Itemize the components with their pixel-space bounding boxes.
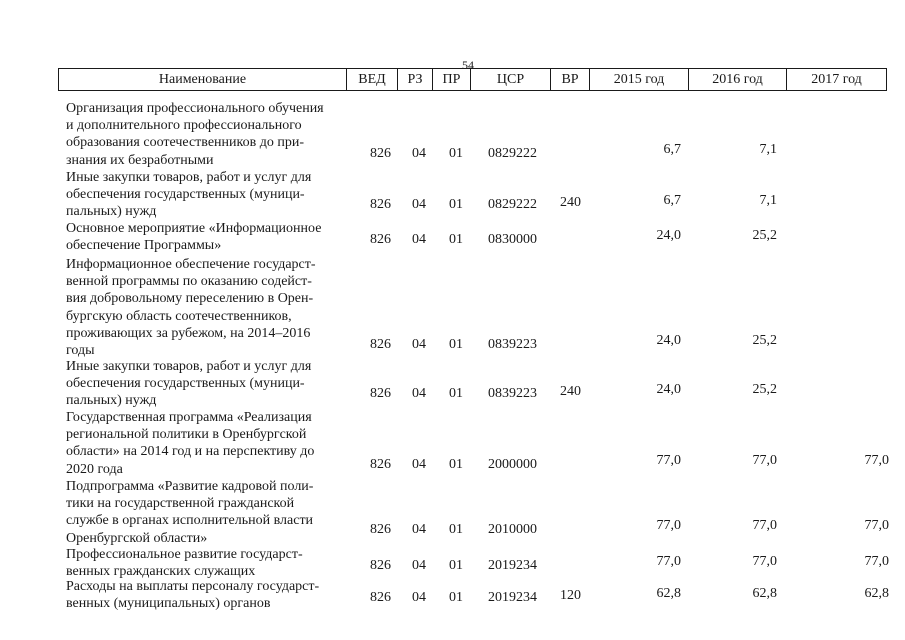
value-2017: 77,0 (864, 453, 889, 468)
row-name (66, 358, 351, 410)
header-2016: 2016 год (688, 69, 786, 90)
ved-value: 826 (370, 457, 391, 472)
row-name-line: образования соотечественников до при- (66, 135, 304, 151)
row-name-line: и дополнительного профессионального (66, 118, 302, 134)
row-name-line: обеспечения государственных (муници- (66, 187, 305, 203)
vr-value: 240 (560, 384, 581, 399)
value-2016: 77,0 (752, 554, 777, 569)
pr-value: 01 (449, 386, 463, 401)
row-name (66, 478, 351, 547)
row-name (66, 169, 351, 221)
row-name-line: Оренбургской области» (66, 530, 208, 546)
row-name (66, 409, 351, 478)
pr-value: 01 (449, 522, 463, 537)
header-pr: ПР (432, 69, 470, 90)
value-2017: 77,0 (864, 518, 889, 533)
rz-value: 04 (412, 386, 426, 401)
value-2016: 77,0 (752, 453, 777, 468)
row-name-line: тики на государственной гражданской (66, 496, 295, 512)
value-2016: 77,0 (752, 518, 777, 533)
row-name-line: Государственная программа «Реализация (66, 410, 312, 425)
header-csr: ЦСР (470, 69, 550, 90)
row-name-line: пальных) нужд (66, 204, 157, 220)
ved-value: 826 (370, 590, 391, 605)
table-header (58, 68, 887, 91)
ved-value: 826 (370, 522, 391, 537)
row-name (66, 100, 351, 169)
row-name (66, 578, 351, 612)
pr-value: 01 (449, 457, 463, 472)
value-2016: 62,8 (752, 586, 777, 601)
rz-value: 04 (412, 197, 426, 212)
rz-value: 04 (412, 232, 426, 247)
csr-value: 2010000 (488, 522, 537, 537)
csr-value: 0839223 (488, 337, 537, 352)
header-name: Наименование (158, 72, 247, 87)
value-2017: 77,0 (864, 554, 889, 569)
pr-value: 01 (449, 146, 463, 161)
pr-value: 01 (449, 558, 463, 573)
row-name-line: вия добровольному переселению в Орен- (66, 291, 314, 307)
value-2015: 24,0 (656, 333, 681, 348)
ved-value: 826 (370, 146, 391, 161)
csr-value: 0830000 (488, 232, 537, 247)
vr-value: 240 (560, 195, 581, 210)
value-2016: 25,2 (752, 382, 777, 397)
csr-value: 0839223 (488, 386, 537, 401)
row-name-line: региональной политики в Оренбургской (66, 427, 307, 443)
row-name-line: венной программы по оказанию содейст- (66, 274, 312, 290)
row-name-line: 2020 года (66, 461, 123, 477)
row-name-line: бургскую область соотечественников, (66, 308, 292, 324)
ved-value: 826 (370, 386, 391, 401)
row-name-line: Подпрограмма «Развитие кадровой поли- (66, 479, 314, 494)
header-2015: 2015 год (589, 69, 688, 90)
row-name-line: Информационное обеспечение государст- (66, 257, 316, 272)
header-rz: РЗ (397, 69, 432, 90)
value-2015: 24,0 (656, 228, 681, 243)
row-name-line: Расходы на выплаты персоналу государст- (66, 579, 320, 594)
row-name-line: проживающих за рубежом, на 2014–2016 (66, 325, 311, 341)
value-2015: 6,7 (663, 142, 681, 157)
csr-value: 2019234 (488, 558, 537, 573)
row-name-line: обеспечение Программы» (66, 238, 222, 254)
header-2017: 2017 год (786, 69, 886, 90)
rz-value: 04 (412, 337, 426, 352)
row-name-line: службе в органах исполнительной власти (66, 513, 314, 529)
pr-value: 01 (449, 590, 463, 605)
row-name (66, 220, 351, 254)
pr-value: 01 (449, 197, 463, 212)
row-name-line: Профессиональное развитие государст- (66, 547, 303, 562)
row-name-line: Основное мероприятие «Информационное (66, 221, 322, 236)
row-name-line: обеспечения государственных (муници- (66, 376, 305, 392)
vr-value: 120 (560, 588, 581, 603)
row-name-line: области» на 2014 год и на перспективу до (66, 444, 315, 460)
row-name (66, 256, 351, 359)
value-2016: 7,1 (759, 142, 777, 157)
value-2015: 77,0 (656, 518, 681, 533)
header-ved: ВЕД (346, 69, 397, 90)
row-name-line: Иные закупки товаров, работ и услуг для (66, 359, 312, 374)
csr-value: 0829222 (488, 146, 537, 161)
csr-value: 2019234 (488, 590, 537, 605)
value-2016: 25,2 (752, 333, 777, 348)
row-name-line: знания их безработными (66, 152, 214, 168)
ved-value: 826 (370, 232, 391, 247)
rz-value: 04 (412, 457, 426, 472)
header-vr: ВР (550, 69, 589, 90)
ved-value: 826 (370, 558, 391, 573)
row-name-line: Организация профессионального обучения (66, 101, 324, 116)
ved-value: 826 (370, 337, 391, 352)
row-name-line: пальных) нужд (66, 393, 157, 409)
value-2015: 6,7 (663, 193, 681, 208)
csr-value: 0829222 (488, 197, 537, 212)
page-number: 54 (462, 58, 474, 72)
value-2016: 7,1 (759, 193, 777, 208)
row-name (66, 546, 351, 580)
row-name-line: венных гражданских служащих (66, 564, 256, 580)
rz-value: 04 (412, 146, 426, 161)
value-2016: 25,2 (752, 228, 777, 243)
value-2015: 62,8 (656, 586, 681, 601)
rz-value: 04 (412, 522, 426, 537)
value-2015: 77,0 (656, 453, 681, 468)
rz-value: 04 (412, 558, 426, 573)
csr-value: 2000000 (488, 457, 537, 472)
value-2015: 77,0 (656, 554, 681, 569)
pr-value: 01 (449, 232, 463, 247)
row-name-line: венных (муниципальных) органов (66, 596, 271, 612)
row-name-line: Иные закупки товаров, работ и услуг для (66, 170, 312, 185)
value-2017: 62,8 (864, 586, 889, 601)
ved-value: 826 (370, 197, 391, 212)
row-name-line: годы (66, 343, 95, 359)
pr-value: 01 (449, 337, 463, 352)
rz-value: 04 (412, 590, 426, 605)
value-2015: 24,0 (656, 382, 681, 397)
